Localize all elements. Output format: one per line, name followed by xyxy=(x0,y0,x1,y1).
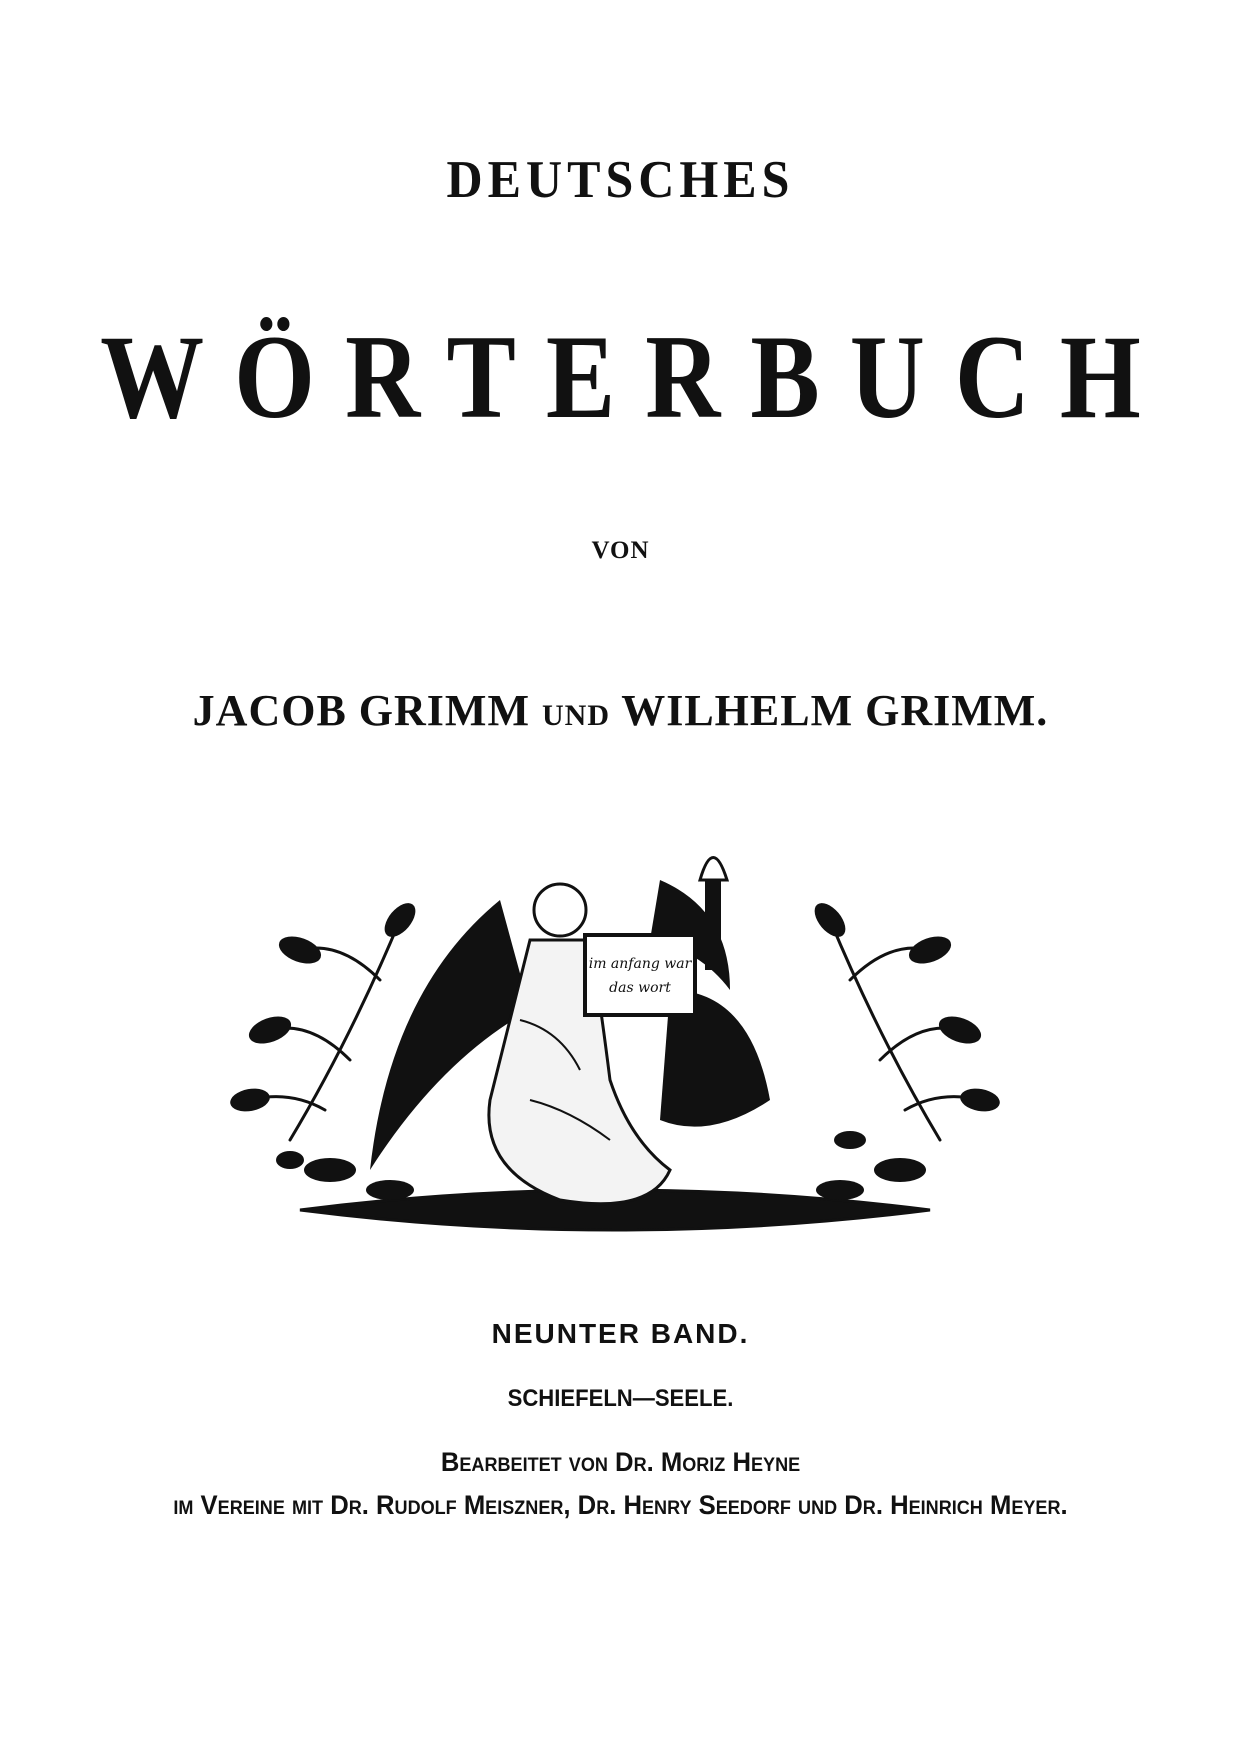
title-line-2: WÖRTERBUCH xyxy=(100,311,1171,444)
book-tablet xyxy=(585,935,695,1015)
authors xyxy=(0,685,1241,736)
book-text-line-2: das wort xyxy=(609,980,671,996)
author-wilhelm: WILHELM GRIMM. xyxy=(621,686,1049,735)
title-line-1: DEUTSCHES xyxy=(446,149,795,209)
authors-joiner: UND xyxy=(541,699,610,732)
book-text-line-1: im anfang war xyxy=(588,956,692,972)
angel-vignette-illustration xyxy=(230,840,1000,1250)
author-jacob: JACOB GRIMM xyxy=(192,686,530,735)
volume-range: SCHIEFELN—SEELE. xyxy=(507,1385,734,1412)
byline: VON xyxy=(591,537,650,564)
editors-line-1: Bearbeitet von Dr. Moriz Heyne xyxy=(440,1447,801,1477)
volume-label: NEUNTER BAND. xyxy=(491,1318,750,1349)
editors-line-2: im Vereine mit Dr. Rudolf Meiszner, Dr. Henry Seedorf und Dr. Heinrich Meyer. xyxy=(173,1490,1068,1520)
